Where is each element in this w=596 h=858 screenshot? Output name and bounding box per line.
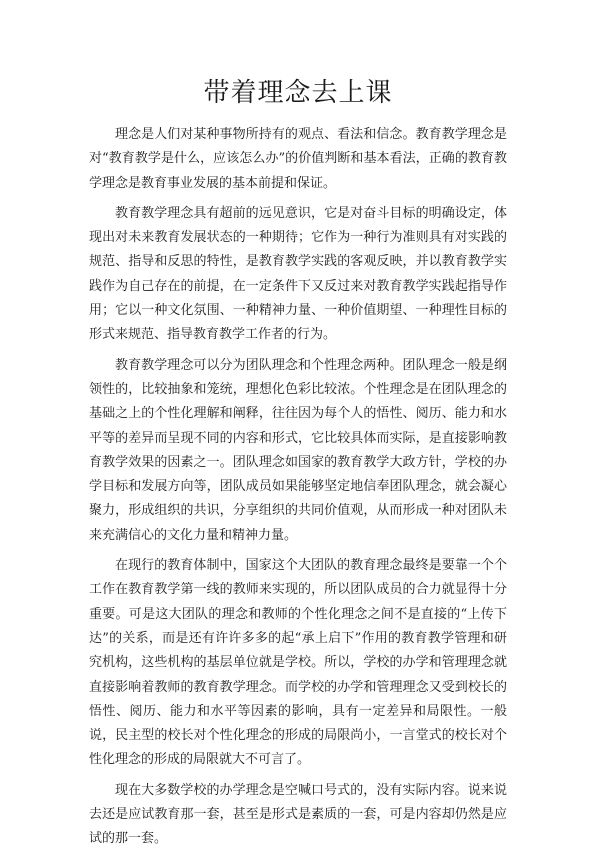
paragraph-2: 教育教学理念具有超前的远见意识，它是对奋斗目标的明确设定，体现出对未来教育发展状态的一种期待；它作为一种行为准则具有对实践的规范、指导和反思的特性，是教育教学实践的客观反映，并以教育教学实践作为自己存在的前提，在一定条件下又反过来对教育教学实践起指导作用；它以一种文化氛围、一种精神力量、一种价值期望、一种理性目标的形式来规范、指导教育教学工作者的行为。: [89, 205, 507, 343]
paragraph-1: 理念是人们对某种事物所持有的观点、看法和信念。教育教学理念是对“教育教学是什么，应该怎么办”的价值判断和基本看法，正确的教育教学理念是教育事业发展的基本前提和保证。: [89, 127, 507, 191]
paragraph-5: 现在大多数学校的办学理念是空喊口号式的，没有实际内容。说来说去还是应试教育那一套，甚至是形式是素质的一套，可是内容却仍然是应试的那一套。: [89, 782, 507, 847]
page-title: 带着理念去上课: [203, 78, 393, 108]
paragraph-3: 教育教学理念可以分为团队理念和个性理念两种。团队理念一般是纲领性的，比较抽象和笼统，理想化色彩比较浓。个性理念是在团队理念的基础之上的个性化理解和阐释，往往因为每个人的悟性、阅历、能力和水平等的差异而呈现不同的内容和形式，它比较具体而实际，是直接影响教育教学效果的因素之一。团队理念如国家的教育教学大政方针，学校的办学目标和发展方向等，团队成员如果能够坚定地信奉团队理念，就会凝心聚力，形成组织的共识，分享组织的共同价值观，从而形成一种对团队未来充满信心的文化力量和精神力量。: [89, 357, 507, 543]
paragraph-4: 在现行的教育体制中，国家这个大团队的教育理念最终是要靠一个个工作在教育教学第一线的教师来实现的，所以团队成员的合力就显得十分重要。可是这大团队的理念和教师的个性化理念之间不是直接的“上传下达”的关系，而是还有许许多多的起“承上启下”作用的教育教学管理和研究机构，这些机构的基层单位就是学校。所以，学校的办学和管理理念就直接影响着教师的教育教学理念。而学校的办学和管理理念又受到校长的悟性、阅历、能力和水平等因素的影响，具有一定差异和局限性。一般说，民主型的校长对个性化理念的形成的局限尚小，一言堂式的校长对个性化理念的形成的局限就大不可言了。: [89, 558, 507, 768]
article-body: [89, 123, 507, 858]
